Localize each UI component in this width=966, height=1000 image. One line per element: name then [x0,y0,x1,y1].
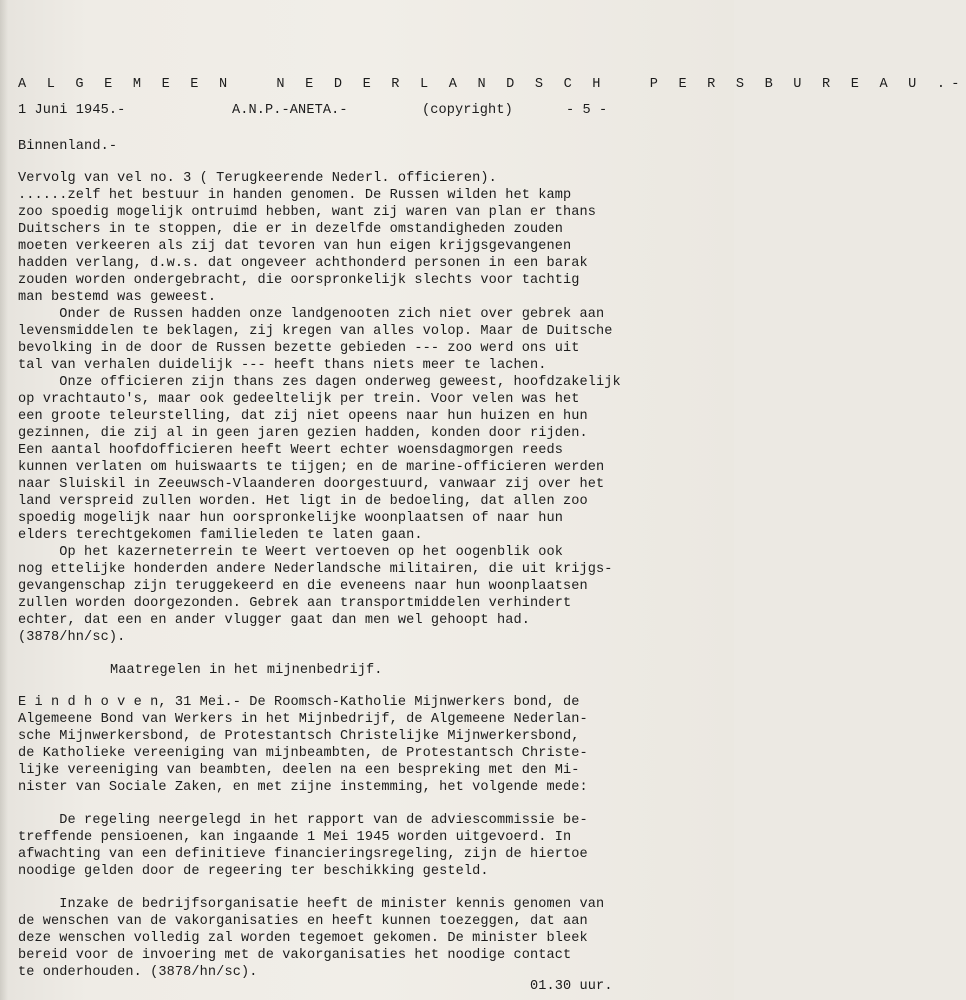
header-agency-short: A.N.P.-ANETA.- [232,103,348,118]
article1-line: elders terechtgekomen familieleden te laten gaan. [18,528,423,543]
article2-para3-line: deze wenschen volledig zal worden tegemoet gekomen. De minister bleek [18,931,588,946]
article1-line: man bestemd was geweest. [18,290,217,305]
article1-line: land verspreid zullen worden. Het ligt in de bedoeling, dat allen zoo [18,494,588,509]
article2-para3-line: Inzake de bedrijfsorganisatie heeft de minister kennis genomen van [18,897,605,912]
article1-line: tal van verhalen duidelijk --- heeft thans niets meer te lachen. [18,358,547,373]
article1-line: spoedig mogelijk naar hun oorspronkelijke woonplaatsen of naar hun [18,511,563,526]
article2-para3-line: bereid voor de invoering met de vakorganisaties het noodige contact [18,948,572,963]
article2-para2-line: De regeling neergelegd in het rapport van de adviescommissie be- [18,813,588,828]
article1-line: nog ettelijke honderden andere Nederlandsche militairen, die uit krijgs- [18,562,613,577]
article2-line: Algemeene Bond van Werkers in het Mijnbedrijf, de Algemeene Nederlan- [18,712,588,727]
article1-line: hadden verlang, d.w.s. dat ongeveer achthonderd personen in een barak [18,256,588,271]
article1-line: ......zelf het bestuur in handen genomen. De Russen wilden het kamp [18,188,572,203]
header-copyright: (copyright) [422,103,513,118]
article2-line: nister van Sociale Zaken, en met zijne instemming, het volgende mede: [18,780,588,795]
article2-title: Maatregelen in het mijnenbedrijf. [110,663,383,678]
article2-para3-line: de wenschen van de vakorganisaties en heeft kunnen toezeggen, dat aan [18,914,588,929]
article1-line: Vervolg van vel no. 3 ( Terugkeerende Nederl. officieren). [18,171,497,186]
article1-line: moeten verkeeren als zij dat tevoren van hun eigen krijgsgevangenen [18,239,572,254]
article1-line: naar Sluiskil in Zeeuwsch-Vlaanderen doorgestuurd, vanwaar zij over het [18,477,605,492]
article1-line: zullen worden doorgezonden. Gebrek aan transportmiddelen verhindert [18,596,572,611]
article2-line: lijke vereeniging van beambten, deelen na een bespreking met den Mi- [18,763,580,778]
article1-line: een groote teleurstelling, dat zij niet opeens naar hun huizen en hun [18,409,588,424]
article1-line: Op het kazerneterrein te Weert vertoeven op het oogenblik ook [18,545,563,560]
article1-line: Een aantal hoofdofficieren heeft Weert echter woensdagmorgen reeds [18,443,563,458]
article1-line: echter, dat een en ander vlugger gaat dan men wel gehoopt had. [18,613,530,628]
article2-line: de Katholieke vereeniging van mijnbeambten, de Protestantsch Christe- [18,746,588,761]
article2-para2-line: afwachting van een definitieve financieringsregeling, zijn de hiertoe [18,847,588,862]
article1-line: op vrachtauto's, maar ook gedeeltelijk per trein. Voor velen was het [18,392,580,407]
article2-line: E i n d h o v e n, 31 Mei.- De Roomsch-Katholie Mijnwerkers bond, de [18,695,580,710]
article1-line: Onder de Russen hadden onze landgenooten zich niet over gebrek aan [18,307,605,322]
section-label: Binnenland.- [18,139,118,154]
header-page-number: - 5 - [566,103,608,118]
article1-line: Duitschers in te stoppen, die er in dezelfde omstandigheden zouden [18,222,563,237]
article1-line: levensmiddelen te beklagen, zij kregen van alles volop. Maar de Duitsche [18,324,613,339]
article1-line: kunnen verlaten om huiswaarts te tijgen; en de marine-officieren werden [18,460,605,475]
article2-para3-line: te onderhouden. (3878/hn/sc). [18,965,258,980]
article1-line: gezinnen, die zij al in geen jaren gezien hadden, konden door rijden. [18,426,588,441]
article2-para2-line: noodige gelden door de regeering ter beschikking gesteld. [18,864,489,879]
article2-line: sche Mijnwerkersbond, de Protestantsch Christelijke Mijnwerkersbond, [18,729,580,744]
article1-line: Onze officieren zijn thans zes dagen onderweg geweest, hoofdzakelijk [18,375,621,390]
article1-line: (3878/hn/sc). [18,630,126,645]
article1-line: zouden worden ondergebracht, die oorspronkelijk slechts voor tachtig [18,273,580,288]
article1-line: gevangenschap zijn teruggekeerd en die eveneens naar hun woonplaatsen [18,579,588,594]
agency-header: A L G E M E E N N E D E R L A N D S C H P E R S B U R E A U .- [18,77,966,92]
header-date: 1 Juni 1945.- [18,103,126,118]
article1-line: bevolking in de door de Russen bezette gebieden --- zoo werd ons uit [18,341,580,356]
article1-line: zoo spoedig mogelijk ontruimd hebben, want zij waren van plan er thans [18,205,597,220]
page-fold-shadow [0,0,8,1000]
timestamp: 01.30 uur. [530,979,613,994]
article2-para2-line: treffende pensioenen, kan ingaande 1 Mei 1945 worden uitgevoerd. In [18,830,572,845]
